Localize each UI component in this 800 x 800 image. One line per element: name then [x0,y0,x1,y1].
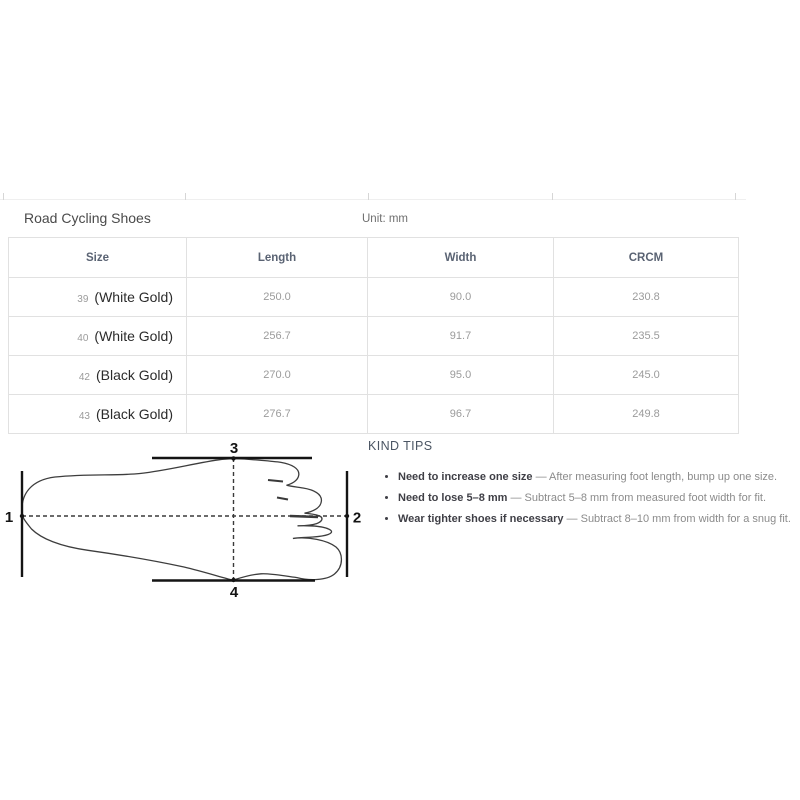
tip-lead: Need to lose 5–8 mm [398,492,508,504]
crcm-value: 245.0 [554,356,739,395]
tip-description: — Subtract 8–10 mm from width for a snug fit. [566,513,791,525]
tip-item [398,467,796,488]
size-name: (Black Gold) [95,367,173,383]
width-value: 90.0 [368,278,554,317]
size-number: 40 [77,333,89,344]
tip-description: — Subtract 5–8 mm from measured foot width for fit. [510,492,767,504]
tip-lead: Need to increase one size [398,471,533,483]
size-cell [9,356,187,395]
point-label-3: 3 [229,440,239,457]
column-header-crcm: CRCM [554,238,739,278]
cropped-table-bottom-edge [0,199,746,200]
tip-lead: Wear tighter shoes if necessary [398,513,564,525]
unit-label: Unit: mm [362,213,408,225]
measurement-dot [345,514,349,518]
tip-description: — After measuring foot length, bump up one size. [535,471,778,483]
size-cell [9,278,187,317]
width-value: 96.7 [368,395,554,434]
foot-outline-icon [22,459,342,580]
measurement-dot [20,514,24,518]
kind-tips-section [368,438,796,530]
size-name: (White Gold) [94,328,173,344]
tip-item [398,488,796,509]
size-number: 43 [78,411,90,422]
size-name: (Black Gold) [95,406,173,422]
size-cell [9,317,187,356]
column-tick [3,193,4,200]
table-row [9,395,739,434]
column-tick [552,193,553,200]
crcm-value: 235.5 [554,317,739,356]
size-number: 39 [77,294,89,305]
table-row [9,356,739,395]
kind-tips-heading: KIND TIPS [368,439,433,453]
toe-crease-mark [268,480,283,482]
kind-tips-list [368,467,796,530]
column-header-size: Size [9,238,187,278]
column-header-width: Width [368,238,554,278]
size-name: (White Gold) [94,289,173,305]
table-row [9,278,739,317]
toe-crease-mark [277,498,288,500]
measurement-dot [231,578,235,582]
column-tick [185,193,186,200]
size-number: 42 [78,372,90,383]
column-tick [368,193,369,200]
size-cell [9,395,187,434]
length-value: 250.0 [187,278,368,317]
length-value: 270.0 [187,356,368,395]
page-title: Road Cycling Shoes [24,210,151,226]
point-label-4: 4 [229,584,239,601]
width-value: 91.7 [368,317,554,356]
length-value: 256.7 [187,317,368,356]
crcm-value: 230.8 [554,278,739,317]
length-value: 276.7 [187,395,368,434]
width-value: 95.0 [368,356,554,395]
crcm-value: 249.8 [554,395,739,434]
table-row [9,317,739,356]
point-label-1: 1 [4,509,14,526]
size-table [8,237,739,434]
foot-measurement-diagram [0,430,370,605]
table-header-row [9,238,739,278]
column-tick [735,193,736,200]
point-label-2: 2 [352,509,362,527]
tip-item [398,509,796,530]
column-header-length: Length [187,238,368,278]
